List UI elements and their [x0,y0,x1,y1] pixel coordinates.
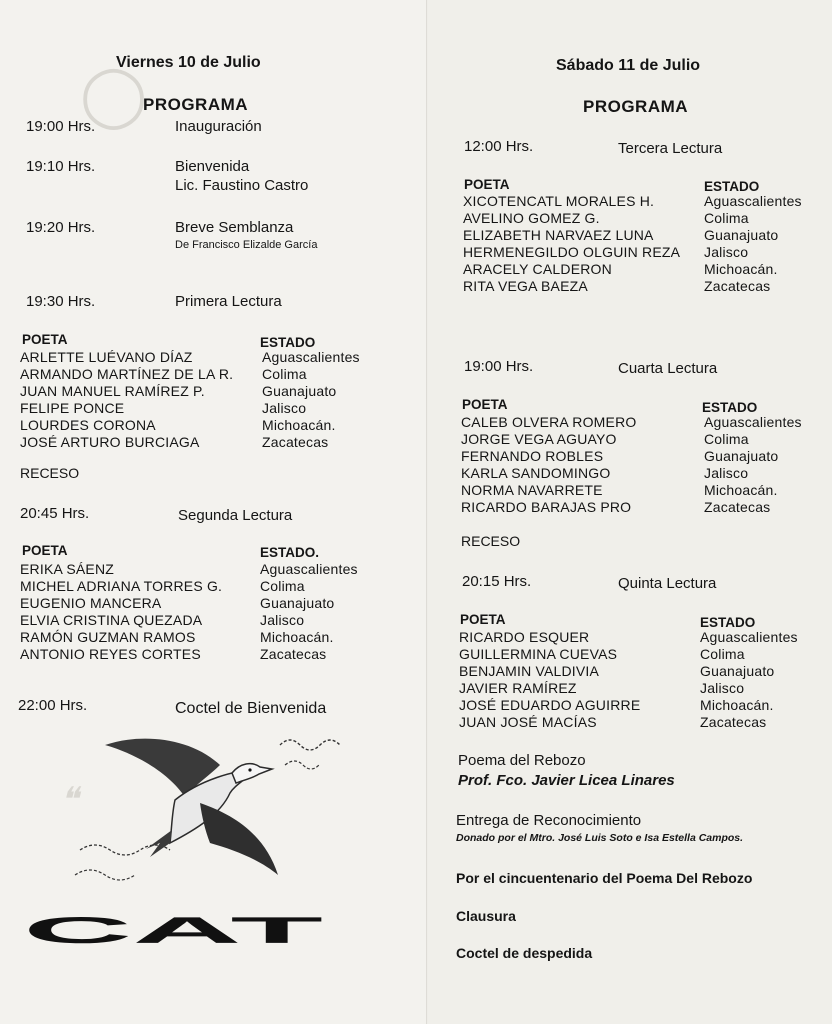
poet-name: MICHEL ADRIANA TORRES G. [20,578,223,594]
state-column-header: ESTADO [260,335,316,350]
table-row [428,414,832,431]
event-time: 19:10 Hrs. [26,158,96,175]
poet-name: RAMÓN GUZMAN RAMOS [20,629,196,645]
poet-state: Zacatecas [700,714,767,730]
event-detail: De Francisco Elizalde García [175,239,318,251]
table-row [428,499,832,516]
poet-name: ELIZABETH NARVAEZ LUNA [463,227,654,243]
table-row [428,193,832,210]
table-row [428,714,832,731]
event-name: Cuarta Lectura [618,360,718,377]
poet-column-header: POETA [462,397,508,412]
poet-state: Jalisco [260,612,305,628]
table-row [0,578,428,595]
poet-name: ERIKA SÁENZ [20,561,115,577]
table-row [0,383,428,400]
event-time: 19:30 Hrs. [26,293,96,310]
receso-label: RECESO [461,533,521,549]
poet-state: Guanajuato [704,448,779,464]
event-time: 22:00 Hrs. [18,697,88,714]
poet-state: Michoacán. [262,417,336,433]
table-row [428,261,832,278]
cincuentenario-line: Por el cincuentenario del Poema Del Rebozo [456,870,753,886]
reading-table [0,332,428,452]
poet-name: FERNANDO ROBLES [461,448,604,464]
poet-name: ARMANDO MARTÍNEZ DE LA R. [20,366,234,382]
state-column-header: ESTADO [700,615,756,630]
table-row [428,431,832,448]
poet-state: Colima [704,210,749,226]
friday-programa-heading: PROGRAMA [143,95,249,114]
event-name: Segunda Lectura [178,507,293,524]
event-time: 20:15 Hrs. [462,573,532,590]
event-name: Tercera Lectura [618,140,723,157]
reading-table [0,543,428,663]
coctel-despedida-label: Coctel de despedida [456,945,593,961]
poet-name: CALEB OLVERA ROMERO [461,414,637,430]
table-row [0,595,428,612]
poet-name: AVELINO GOMEZ G. [463,210,600,226]
saturday-title: Sábado 11 de Julio [556,57,701,74]
poet-name: JORGE VEGA AGUAYO [461,431,617,447]
table-row [428,244,832,261]
poet-name: EUGENIO MANCERA [20,595,162,611]
poet-state: Zacatecas [704,278,771,294]
table-row [428,663,832,680]
event-time: 19:20 Hrs. [26,219,96,236]
table-row [428,278,832,295]
poet-column-header: POETA [22,332,68,347]
poet-state: Aguascalientes [704,193,802,209]
saturday-programa-heading: PROGRAMA [583,97,689,116]
poet-name: ANTONIO REYES CORTES [20,646,201,662]
state-column-header: ESTADO. [260,545,320,560]
poet-state: Jalisco [704,465,749,481]
poet-name: HERMENEGILDO OLGUIN REZA [463,244,681,260]
poet-name: XICOTENCATL MORALES H. [463,193,655,209]
entrega-title: Entrega de Reconocimiento [456,812,642,829]
background-bleed-mark: ◯ [80,62,148,128]
poet-name: ARLETTE LUÉVANO DÍAZ [20,349,193,365]
event-name: Breve Semblanza [175,219,294,236]
poet-name: ELVIA CRISTINA QUEZADA [20,612,203,628]
poema-title: Poema del Rebozo [458,752,586,769]
table-row [0,400,428,417]
svg-text:CAT: CAT [23,909,323,952]
background-bleed-mark: ❝ [60,782,79,819]
poet-state: Aguascalientes [260,561,358,577]
table-row [428,465,832,482]
poet-name: RICARDO BARAJAS PRO [461,499,632,515]
poet-state: Aguascalientes [704,414,802,430]
poet-column-header: POETA [464,177,510,192]
event-time: 19:00 Hrs. [26,118,96,135]
poet-state: Zacatecas [262,434,329,450]
event-time: 20:45 Hrs. [20,505,90,522]
poet-name: JUAN MANUEL RAMÍREZ P. [20,383,205,399]
table-row [0,646,428,663]
poet-state: Guanajuato [704,227,779,243]
poet-state: Colima [260,578,305,594]
table-row [0,561,428,578]
reading-table [428,612,832,732]
table-row [0,349,428,366]
table-row [0,417,428,434]
poet-state: Aguascalientes [700,629,798,645]
poet-name: RICARDO ESQUER [459,629,590,645]
saturday-panel [428,0,832,1024]
table-row [428,629,832,646]
receso-label: RECESO [20,465,80,481]
poet-state: Michoacán. [700,697,774,713]
state-column-header: ESTADO [702,400,758,415]
event-name: Primera Lectura [175,293,282,310]
cat-logo [18,902,328,962]
poet-name: FELIPE PONCE [20,400,125,416]
poet-state: Colima [262,366,307,382]
poet-name: LOURDES CORONA [20,417,156,433]
table-row [428,482,832,499]
poet-name: NORMA NAVARRETE [461,482,603,498]
donado-line: Donado por el Mtro. José Luis Soto e Isa Estella Campos. [456,832,744,844]
poet-column-header: POETA [22,543,68,558]
poet-state: Michoacán. [260,629,334,645]
poet-state: Guanajuato [262,383,337,399]
table-row [0,366,428,383]
table-row [428,448,832,465]
poet-state: Jalisco [700,680,745,696]
poet-state: Jalisco [704,244,749,260]
poet-name: RITA VEGA BAEZA [463,278,588,294]
poet-name: JAVIER RAMÍREZ [459,680,577,696]
event-time: 19:00 Hrs. [464,358,534,375]
poet-state: Colima [704,431,749,447]
poet-state: Guanajuato [260,595,335,611]
poet-state: Aguascalientes [262,349,360,365]
poet-state: Colima [700,646,745,662]
table-row [0,629,428,646]
poet-name: KARLA SANDOMINGO [461,465,611,481]
poet-state: Jalisco [262,400,307,416]
table-row [428,210,832,227]
event-detail: Lic. Faustino Castro [175,177,309,194]
event-name: Quinta Lectura [618,575,717,592]
poet-state: Zacatecas [704,499,771,515]
state-column-header: ESTADO [704,179,760,194]
poet-state: Zacatecas [260,646,327,662]
reading-table [428,177,832,297]
event-name: Coctel de Bienvenida [175,700,327,717]
event-name: Bienvenida [175,158,250,175]
table-row [428,697,832,714]
poet-name: JUAN JOSÉ MACÍAS [459,714,597,730]
table-row [0,612,428,629]
reading-table [428,397,832,517]
seagull-illustration [60,725,350,900]
poet-name: JOSÉ EDUARDO AGUIRRE [459,697,641,713]
poema-author: Prof. Fco. Javier Licea Linares [458,772,675,789]
poet-state: Guanajuato [700,663,775,679]
poet-name: BENJAMIN VALDIVIA [459,663,600,679]
table-row [428,680,832,697]
event-name: Inauguración [175,118,262,135]
table-row [428,227,832,244]
event-time: 12:00 Hrs. [464,138,534,155]
clausura-label: Clausura [456,908,516,924]
table-row [0,434,428,451]
poet-name: GUILLERMINA CUEVAS [459,646,618,662]
poet-name: JOSÉ ARTURO BURCIAGA [20,434,200,450]
poet-state: Michoacán. [704,261,778,277]
friday-title: Viernes 10 de Julio [116,54,261,71]
poet-state: Michoacán. [704,482,778,498]
poet-name: ARACELY CALDERON [463,261,612,277]
poet-column-header: POETA [460,612,506,627]
table-row [428,646,832,663]
